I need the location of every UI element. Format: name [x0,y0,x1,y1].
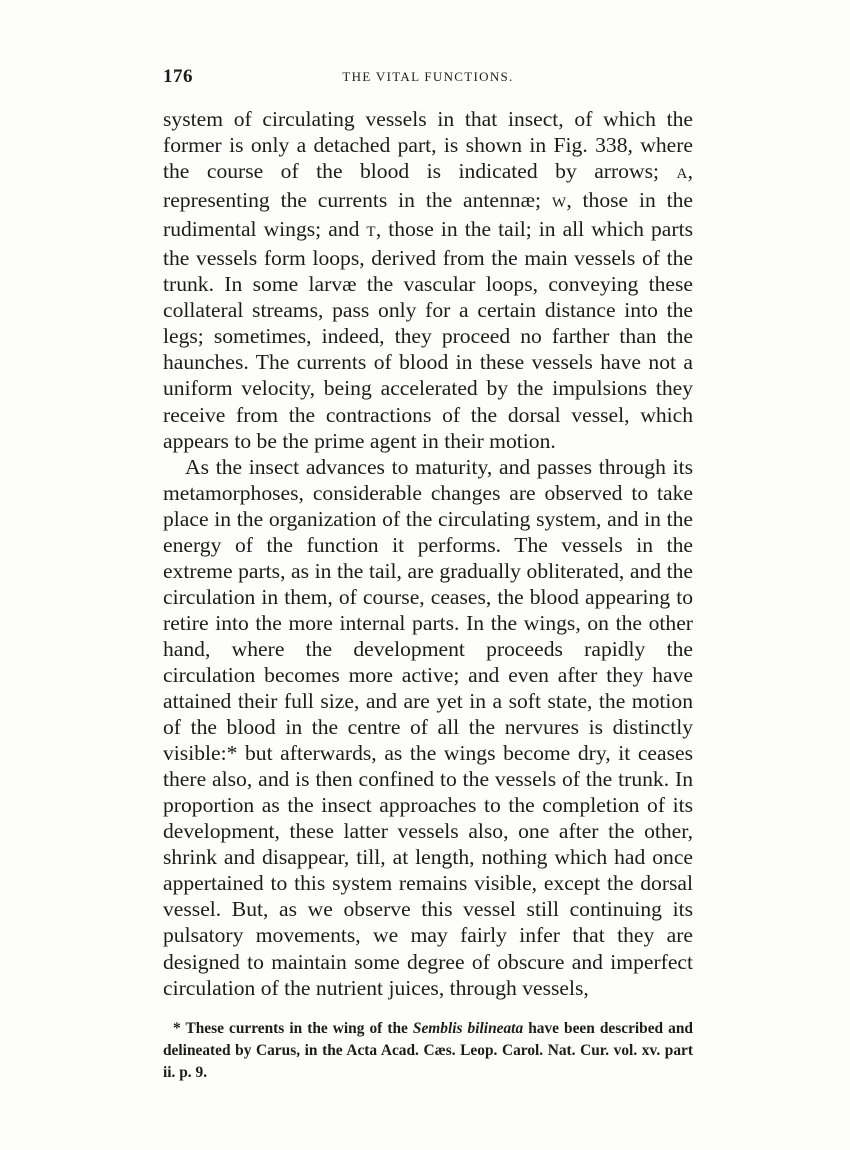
figure-label-t: T [366,224,376,241]
page-number: 176 [163,66,193,87]
footnote [163,1018,693,1084]
figure-label-w: W [551,195,567,212]
figure-label-a: A [676,166,688,183]
running-title: THE VITAL FUNCTIONS. [342,69,514,84]
footnote-species-name: Semblis bilineata [412,1020,524,1037]
footnote-text-b: have been described and delineated by Carus, in the Acta Acad. Cæs. Leop. Carol. Nat. Cur. vol. xv. part ii. p. 9. [163,1020,693,1081]
paragraph-1-text-d: , those in the tail; in all which parts the vessels form loops, derived from the main vessels of the trunk. In some larvæ the vascular loops, conveying these collateral streams, pass only for a certain distance into the legs; sometimes, indeed, they proceed no farther than the haunches. The currents of blood in these vessels have not a uniform velocity, being accelerated by the impulsions they receive from the contractions of the dorsal vessel, which appears to be the prime agent in their motion. [163,217,693,453]
paragraph-1-text-c: , those in the rudimental wings; and [163,188,693,242]
page-header [163,66,693,92]
body-text [163,106,693,1001]
footnote-text-a: * These currents in the wing of the [173,1020,413,1037]
paragraph-2: As the insect advances to maturity, and passes through its metamorphoses, considerable changes are observed to take place in the organization of the circulating system, and in the energy of the function it performs. The vessels in the extreme parts, as in the tail, are gradually obliterated, and the circulation in them, of course, ceases, the blood appearing to retire into the more internal parts. In the wings, on the other hand, where the development proceeds rapidly the circulation becomes more active; and even after they have attained their full size, and are yet in a soft state, the motion of the blood in the centre of all the nervures is distinctly visible:* but afterwards, as the wings become dry, it ceases there also, and is then confined to the vessels of the trunk. In proportion as the insect approaches to the completion of its development, these latter vessels also, one after the other, shrink and disappear, till, at length, nothing which had once appertained to this system remains visible, except the dorsal vessel. But, as we observe this vessel still continuing its pulsatory movements, we may fairly infer that they are designed to maintain some degree of obscure and imperfect circulation of the nutrient juices, through vessels, [163,454,693,1000]
paragraph-1-text-b: , representing the currents in the antennæ; [163,159,693,213]
paragraph-1-text-a: system of circulating vessels in that insect, of which the former is only a detached part, is shown in Fig. 338, where the course of the blood is indicated by arrows; [163,107,693,184]
paragraph-1 [163,106,693,454]
footnote-text [163,1018,693,1084]
